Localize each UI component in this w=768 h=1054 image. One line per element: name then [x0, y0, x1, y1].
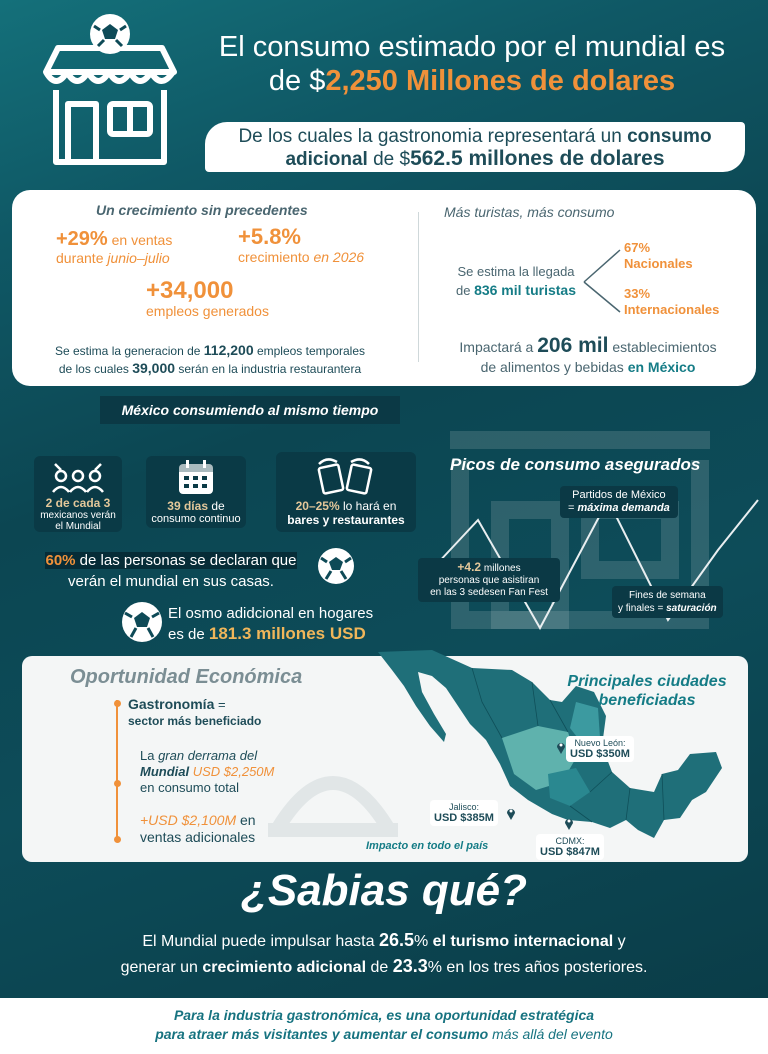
peak2-unit: millones	[481, 563, 521, 574]
peak1-equals: =	[568, 502, 578, 514]
split-arrows	[580, 242, 626, 322]
location-pin-icon	[564, 816, 574, 830]
item3-value: +USD $2,100M	[140, 812, 237, 828]
item2-text-3: Mundial	[140, 764, 190, 779]
arrival-value: 836 mil turistas	[474, 282, 576, 298]
nl-label: Nuevo León:	[574, 738, 626, 748]
tourists-national	[624, 240, 693, 272]
arrival-text-2: de	[455, 283, 475, 298]
fact-highlight-2: crecimiento adicional	[202, 959, 367, 976]
subtitle-bold-2: adicional	[285, 149, 368, 170]
location-pin-icon	[556, 740, 566, 754]
subtitle-bold: consumo	[627, 126, 712, 147]
jal-label: Jalisco:	[448, 802, 479, 812]
title-prefix: de $	[268, 65, 326, 97]
fact-title: ¿Sabias qué?	[240, 866, 528, 915]
home-pct: 60%	[45, 552, 76, 569]
home-line-1	[45, 552, 296, 569]
timeline-dot-3	[114, 836, 121, 843]
city-cdmx	[536, 834, 604, 860]
jobs-text: empleos generados	[146, 303, 269, 319]
days-value: 39 días	[167, 499, 208, 513]
peak3-text-2: y finales =	[618, 603, 667, 614]
tourists-international	[624, 286, 719, 318]
fact-highlight-1: el turismo internacional	[432, 933, 614, 950]
fact-text-3: generar un	[120, 959, 203, 976]
growth-2026-year: en 2026	[313, 249, 365, 265]
title-line-2	[192, 64, 752, 98]
item1-text: sector más beneficiado	[128, 714, 262, 728]
bars-line-1	[276, 499, 416, 513]
bars-value: 20–25%	[295, 499, 340, 513]
bars-card	[276, 452, 416, 532]
cdmx-label: CDMX:	[555, 836, 585, 846]
stats-panel	[12, 190, 756, 386]
peak1-text: Partidos de México	[572, 489, 666, 501]
opportunity-panel	[22, 656, 748, 862]
peak1-value: máxima demanda	[577, 502, 670, 514]
note-value-1: 112,200	[203, 342, 254, 358]
item3-text-2: ventas adicionales	[140, 829, 256, 845]
subtitle-card	[205, 122, 745, 172]
footer-highlight: para atraer más visitantes y aumentar el consumo	[155, 1026, 489, 1042]
growth-stat-jobs	[146, 277, 269, 320]
peak-label-weekends	[612, 586, 723, 618]
growth-heading: Un crecimiento sin precedentes	[96, 202, 308, 218]
days-line-1	[146, 499, 246, 513]
consuming-tab: México consumiendo al mismo tiempo	[100, 396, 400, 424]
note-text-3: de los cuales	[58, 362, 133, 376]
jobs-value: +34,000	[146, 277, 234, 304]
jal-value: USD $385M	[434, 812, 494, 824]
opportunity-item-2	[140, 748, 290, 796]
item1-equals: =	[214, 697, 226, 712]
subtitle-line-1	[205, 126, 745, 148]
home-text-1: de las personas se declaran que	[75, 552, 297, 569]
peak-label-mexico	[560, 486, 678, 518]
city-nuevo-leon	[566, 736, 634, 762]
viewers-text-1: mexicanos verán	[40, 510, 116, 521]
fact-value-1: 26.5	[378, 930, 414, 950]
item2-text-4: en consumo total	[140, 780, 240, 795]
growth-2026-text: crecimiento	[238, 249, 314, 265]
soccer-ball-icon	[90, 14, 130, 54]
title-line-1: El consumo estimado por el mundial es	[218, 31, 726, 63]
timeline-dot-1	[114, 700, 121, 707]
sales-period-prefix: durante	[56, 250, 108, 266]
impact-text-3: de alimentos y bebidas	[480, 359, 628, 375]
days-card	[146, 456, 246, 528]
note-text-4: serán en la industria restaurantera	[175, 362, 362, 376]
intl-pct: 33%	[624, 286, 651, 301]
cdmx-value: USD $847M	[540, 846, 600, 858]
national-pct: 67%	[624, 240, 651, 255]
pin-nuevo-leon	[556, 740, 566, 759]
peak3-value: saturación	[666, 603, 717, 614]
note-text-1: Se estima la generacion de	[55, 344, 204, 358]
tourist-arrival	[436, 262, 596, 300]
beer-mugs-icon	[313, 454, 379, 496]
viewers-card	[34, 456, 122, 532]
footer-text: más allá del evento	[488, 1026, 613, 1042]
tourists-heading: Más turistas, más consumo	[444, 204, 615, 220]
soccer-ball-icon	[316, 546, 356, 586]
nl-value: USD $350M	[570, 748, 630, 760]
opportunity-item-3	[140, 812, 256, 846]
item3-text-1: en	[236, 812, 256, 828]
subtitle-amount: 562.5 millones de dolares	[410, 147, 665, 170]
intl-label: Internacionales	[624, 302, 720, 317]
peak-label-fanfest	[418, 558, 560, 602]
note-text-2: empleos temporales	[253, 344, 365, 358]
fact-text-1: El Mundial puede impulsar hasta	[142, 933, 379, 950]
item1-highlight: Gastronomía	[128, 696, 215, 712]
jobs-note	[30, 342, 390, 378]
cities-title-1: Principales ciudades	[567, 673, 727, 690]
calendar-icon	[176, 458, 216, 496]
footer-line-1: Para la industria gastronómica, es una oportunidad estratégica	[173, 1007, 595, 1023]
opportunity-title: Oportunidad Económica	[70, 666, 303, 688]
fact-pct-1: %	[414, 933, 433, 950]
fans-icon	[47, 460, 109, 494]
sales-value: +29%	[56, 228, 108, 250]
fact-text-5: % en los tres años posteriores.	[427, 959, 648, 976]
footer-banner	[0, 998, 768, 1054]
store-icon	[28, 12, 192, 172]
peak2-value: +4.2	[457, 560, 482, 574]
timeline-dot-2	[114, 780, 121, 787]
item2-text-2: gran derrama del	[158, 748, 258, 763]
footer-line-2	[0, 1025, 768, 1044]
sales-period: junio–julio	[107, 250, 170, 266]
cost-text-2: es de	[168, 626, 209, 643]
growth-2026-value: +5.8%	[238, 224, 301, 249]
timeline-line	[116, 700, 120, 840]
bars-text: lo hará en	[339, 499, 397, 513]
bars-line-2: bares y restaurantes	[287, 513, 405, 527]
days-text: de	[208, 499, 225, 513]
growth-stat-sales	[56, 230, 172, 267]
subtitle-line-2	[205, 148, 745, 171]
pin-jalisco	[506, 806, 516, 825]
peak2-text-1: personas que asistiran	[438, 575, 540, 586]
establishments-impact	[420, 336, 756, 377]
panel-divider	[418, 212, 419, 362]
peaks-title: Picos de consumo asegurados	[450, 455, 701, 474]
location-pin-icon	[506, 806, 516, 820]
pin-cdmx	[564, 816, 574, 835]
sales-text: en ventas	[107, 232, 173, 248]
viewers-text-2: el Mundial	[55, 521, 101, 532]
fact-text-4: de	[366, 959, 393, 976]
note-value-2: 39,000	[132, 360, 176, 376]
growth-stat-2026	[238, 224, 365, 266]
country-impact: Impacto en todo el país	[366, 840, 489, 852]
fact-text-2: y	[613, 933, 626, 950]
cost-text-1: El osmo adidcional en hogares	[168, 605, 374, 622]
household-cost	[168, 604, 373, 645]
impact-value: 206 mil	[537, 334, 609, 357]
cities-title-2: beneficiadas	[598, 692, 696, 709]
home-viewers	[32, 550, 310, 592]
home-text-2: verán el mundial en sus casas.	[68, 573, 274, 590]
national-label: Nacionales	[624, 256, 693, 271]
opportunity-item-1	[128, 696, 261, 729]
viewers-value: 2 de cada 3	[45, 496, 111, 510]
fact-text	[40, 928, 728, 980]
city-jalisco	[430, 800, 498, 826]
days-line-2: consumo continuo	[151, 513, 241, 525]
arrival-text-1: Se estima la llegada	[457, 264, 575, 279]
subtitle-text-2: de $	[367, 149, 411, 170]
impact-location: en México	[627, 359, 696, 375]
cost-value: 181.3 millones USD	[208, 624, 366, 643]
impact-text-1: Impactará a	[459, 339, 538, 355]
item2-text-1: La	[140, 748, 159, 763]
cities-title	[552, 672, 742, 710]
peak2-text-2: en las 3 sedesen Fan Fest	[430, 587, 548, 598]
soccer-ball-icon	[120, 600, 164, 644]
page-title	[192, 30, 752, 98]
subtitle-text: De los cuales la gastronomia representará un	[238, 126, 628, 147]
impact-text-2: establecimientos	[608, 339, 717, 355]
item2-value: USD $2,250M	[189, 764, 275, 779]
peak3-text-1: Fines de semana	[628, 590, 706, 601]
title-highlight: 2,250 Millones de dolares	[325, 65, 676, 97]
fact-value-2: 23.3	[392, 956, 428, 976]
